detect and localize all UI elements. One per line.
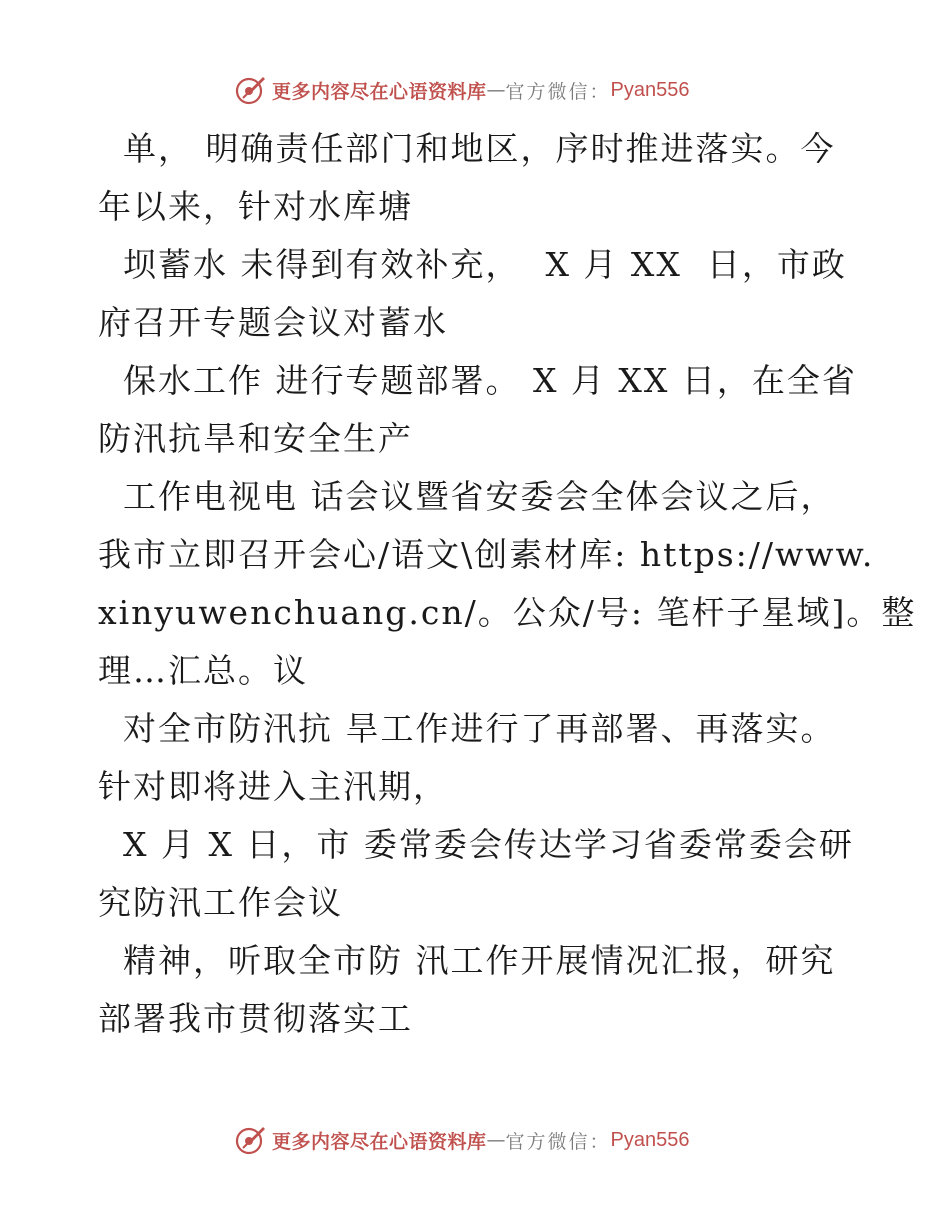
body-line: 精神，听取全市防 汛工作开展情况汇报，研究 <box>98 941 836 980</box>
watermark-brand: 更多内容尽在心语资料库 <box>272 80 487 103</box>
watermark-label: 官方微信： <box>505 1130 611 1153</box>
body-line: 保水工作 进行专题部署。 X 月 XX 日，在全省 <box>98 361 857 400</box>
body-line: 理…汇总。议 <box>98 651 308 690</box>
body-line: 单， 明确责任部门和地区，序时推进落实。今 <box>98 129 836 168</box>
body-line: 究防汛工作会议 <box>98 883 343 922</box>
body-line: 年以来，针对水库塘 <box>98 187 413 226</box>
body-line: 对全市防汛抗 旱工作进行了再部署、再落实。 <box>98 709 836 748</box>
footer-watermark <box>234 1122 690 1158</box>
watermark-brand: 更多内容尽在心语资料库 <box>272 1130 487 1153</box>
header-watermark <box>234 72 690 108</box>
body-line: X 月 X 日，市 委常委会传达学习省委常委会研 <box>98 825 854 864</box>
body-line: 府召开专题会议对蓄水 <box>98 303 448 342</box>
quill-pen-logo-icon <box>234 74 266 106</box>
body-line: 坝蓄水 未得到有效补充， X 月 XX 日，市政 <box>98 245 847 284</box>
body-line: xinyuwenchuang.cn/。公众/号: 笔杆子星域]。整 <box>98 593 917 632</box>
watermark-separator: — <box>486 79 506 101</box>
body-line: 针对即将进入主汛期， <box>98 767 448 806</box>
watermark-separator: — <box>486 1129 506 1151</box>
watermark-label: 官方微信： <box>505 80 611 103</box>
document-body <box>98 120 917 1048</box>
quill-pen-logo-icon <box>234 1124 266 1156</box>
body-line: 部署我市贯彻落实工 <box>98 999 413 1038</box>
watermark-wechat-id: Pyan556 <box>610 78 690 101</box>
body-line: 我市立即召开会心/语文\创素材库: https://www. <box>98 535 875 574</box>
body-line: 防汛抗旱和安全生产 <box>98 419 413 458</box>
body-line: 工作电视电 话会议暨省安委会全体会议之后， <box>98 477 836 516</box>
watermark-wechat-id: Pyan556 <box>610 1128 690 1151</box>
